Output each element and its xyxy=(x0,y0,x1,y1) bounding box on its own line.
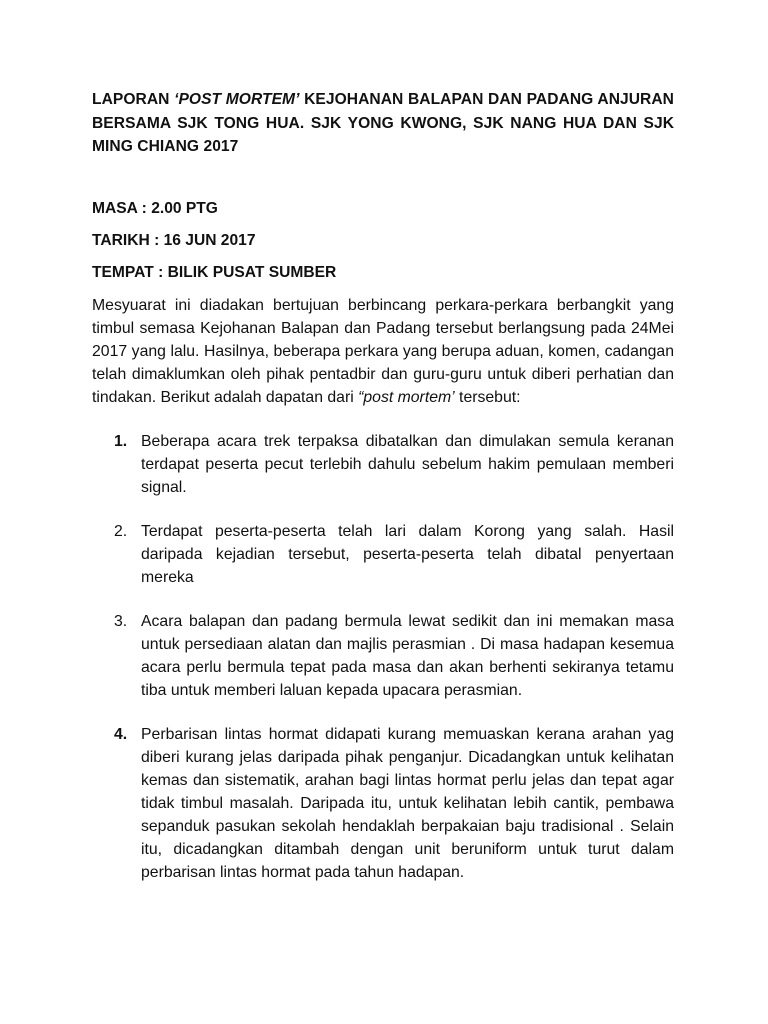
document-title xyxy=(92,88,674,159)
title-suffix: KEJOHANAN BALAPAN DAN PADANG ANJURAN BERSAMA SJK TONG HUA. SJK YONG KWONG, SJK NANG HUA DAN SJK MING CHIANG 2017 xyxy=(92,91,674,155)
title-prefix: LAPORAN xyxy=(92,91,175,108)
intro-text-before: Mesyuarat ini diadakan bertujuan berbincang perkara-perkara berbangkit yang timbul semasa Kejohanan Balapan dan Padang tersebut berlangsung pada 24Mei 2017 yang lalu. Hasilnya, beberapa perkara yang berupa aduan, komen, cadangan telah dimaklumkan oleh pihak pentadbir dan guru-guru untuk diberi perhatian dan tindakan. Berikut adalah dapatan dari xyxy=(92,296,674,406)
intro-italic-phrase: “post mortem’ xyxy=(358,388,455,406)
meeting-location: TEMPAT : BILIK PUSAT SUMBER xyxy=(92,263,337,281)
finding-number: 2. xyxy=(114,522,128,540)
finding-text: Beberapa acara trek terpaksa dibatalkan dan dimulakan semula keranan terdapat peserta pecut terlebih dahulu sebelum hakim pemulaan memberi signal. xyxy=(141,432,674,496)
finding-item xyxy=(92,520,674,589)
title-italic-phrase: ‘POST MORTEM’ xyxy=(174,91,300,108)
finding-text: Terdapat peserta-peserta telah lari dalam Korong yang salah. Hasil daripada kejadian tersebut, peserta-peserta telah dibatal penyertaan mereka xyxy=(141,522,674,586)
finding-item xyxy=(92,610,674,702)
findings-list xyxy=(92,430,674,884)
finding-number: 3. xyxy=(114,612,128,630)
intro-text-after: tersebut: xyxy=(454,388,521,406)
meeting-time: MASA : 2.00 PTG xyxy=(92,199,218,217)
intro-paragraph xyxy=(92,294,674,409)
finding-number: 1. xyxy=(114,432,128,450)
finding-text: Acara balapan dan padang bermula lewat sedikit dan ini memakan masa untuk persediaan alatan dan majlis perasmian . Di masa hadapan kesemua acara perlu bermula tepat pada masa dan akan berhenti sekiranya tetamu tiba untuk memberi laluan kepada upacara perasmian. xyxy=(141,612,674,699)
finding-item xyxy=(92,430,674,499)
finding-text: Perbarisan lintas hormat didapati kurang memuaskan kerana arahan yag diberi kurang jelas daripada pihak penganjur. Dicadangkan untuk kelihatan kemas dan sistematik, arahan bagi lintas hormat perlu jelas dan tepat agar tidak timbul masalah. Daripada itu, untuk kelihatan lebih cantik, pembawa sepanduk pasukan sekolah hendaklah berpakaian baju tradisional . Selain itu, dicadangkan ditambah dengan unit beruniform untuk turut dalam perbarisan lintas hormat pada tahun hadapan. xyxy=(141,725,674,881)
finding-number: 4. xyxy=(114,725,128,743)
finding-item xyxy=(92,723,674,884)
meeting-date: TARIKH : 16 JUN 2017 xyxy=(92,231,256,249)
